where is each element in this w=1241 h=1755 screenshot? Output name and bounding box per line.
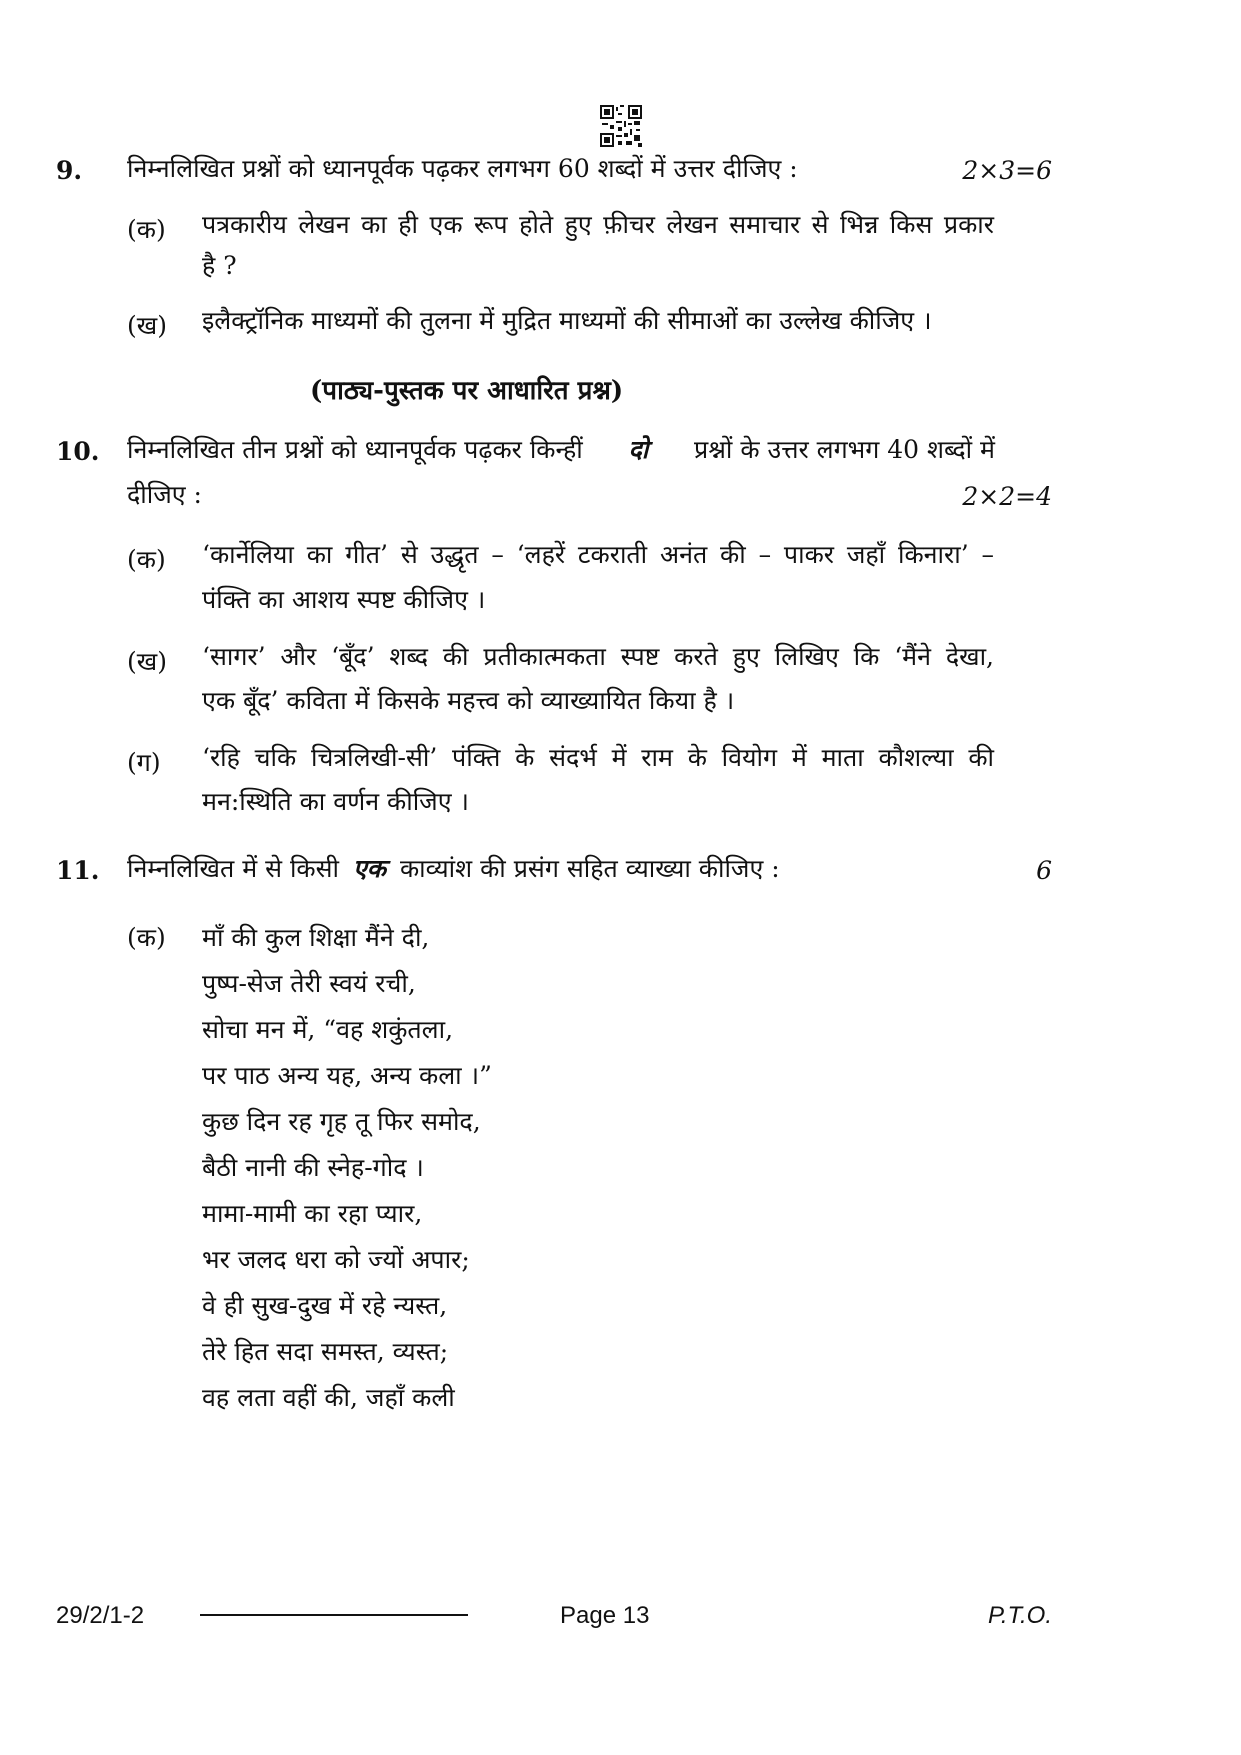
sub-question-text-cont: पंक्ति का आशय स्पष्ट कीजिए । [202,585,486,614]
sub-question-text: ‘कार्नेलिया का गीत’ से उद्धृत – ‘लहरें टकराती अनंत की – पाकर जहाँ किनारा’ – [202,540,994,569]
sub-question-text-cont: है ? [202,251,237,280]
page-number: Page 13 [560,1602,650,1629]
question-text: निम्नलिखित प्रश्नों को ध्यानपूर्वक पढ़कर लगभग 60 शब्दों में उत्तर दीजिए : [127,154,798,183]
question-text-part: निम्नलिखित में से किसी [127,854,339,883]
poem-line: तेरे हित सदा समस्त, व्यस्त; [202,1337,449,1366]
poem-line: बैठी नानी की स्नेह-गोद । [202,1153,424,1182]
question-text [127,856,780,881]
sub-question-label: (ख) [127,311,167,340]
poem-line: माँ की कुल शिक्षा मैंने दी, [202,923,430,952]
marks-label: 2×2=4 [962,482,1052,511]
sub-question-text-cont: एक बूँद’ कविता में किसके महत्त्व को व्याख्यायित किया है । [202,686,735,715]
question-text-part: निम्नलिखित तीन प्रश्नों को ध्यानपूर्वक पढ़कर किन्हीं [127,435,583,464]
sub-question-label: (ग) [127,748,161,777]
sub-question-label: (ख) [127,647,167,676]
poem-line: सोचा मन में, “वह शकुंतला, [202,1015,454,1044]
question-number: 9. [56,156,83,185]
emphasis-word: दो [628,435,649,464]
question-text-part: काव्यांश की प्रसंग सहित व्याख्या कीजिए : [399,854,780,883]
emphasis-word: एक [352,854,386,883]
question-text-cont: दीजिए : [127,480,202,509]
qr-code [600,105,642,147]
marks-label: 6 [1036,856,1052,885]
question-number: 11. [56,856,100,885]
sub-question-label: (क) [127,215,166,244]
sub-question-text: ‘सागर’ और ‘बूँद’ शब्द की प्रतीकात्मकता स्पष्ट करते हुए लिखिए कि ‘मैंने देखा, [202,642,994,671]
sub-question-text: इलैक्ट्रॉनिक माध्यमों की तुलना में मुद्रित माध्यमों की सीमाओं का उल्लेख कीजिए । [202,306,932,335]
question-number: 10. [56,437,100,466]
poem-line: वे ही सुख-दुख में रहे न्यस्त, [202,1291,448,1320]
footer-divider [200,1614,468,1616]
poem-line: वह लता वहीं की, जहाँ कली [202,1383,455,1412]
paper-code: 29/2/1-2 [56,1602,145,1629]
section-heading: (पाठ्य-पुस्तक पर आधारित प्रश्न) [310,376,624,406]
pto-label: P.T.O. [987,1602,1052,1629]
sub-question-label: (क) [127,545,166,574]
poem-line: पर पाठ अन्य यह, अन्य कला ।” [202,1061,492,1090]
poem-line: भर जलद धरा को ज्यों अपार; [202,1245,470,1274]
marks-label: 2×3=6 [962,156,1052,185]
question-text [127,437,995,462]
sub-question-text-cont: मन:स्थिति का वर्णन कीजिए । [202,787,469,816]
sub-question-text: पत्रकारीय लेखन का ही एक रूप होते हुए फ़ीचर लेखन समाचार से भिन्न किस प्रकार [202,210,994,239]
poem-line: कुछ दिन रह गृह तू फिर समोद, [202,1107,481,1136]
sub-question-text: ‘रहि चकि चित्रलिखी-सी’ पंक्ति के संदर्भ में राम के वियोग में माता कौशल्या की [202,743,994,772]
question-text-part: प्रश्नों के उत्तर लगभग 40 शब्दों में [694,435,995,464]
poem-line: पुष्प-सेज तेरी स्वयं रची, [202,969,416,998]
poem-line: मामा-मामी का रहा प्यार, [202,1199,423,1228]
sub-question-label: (क) [127,923,166,952]
